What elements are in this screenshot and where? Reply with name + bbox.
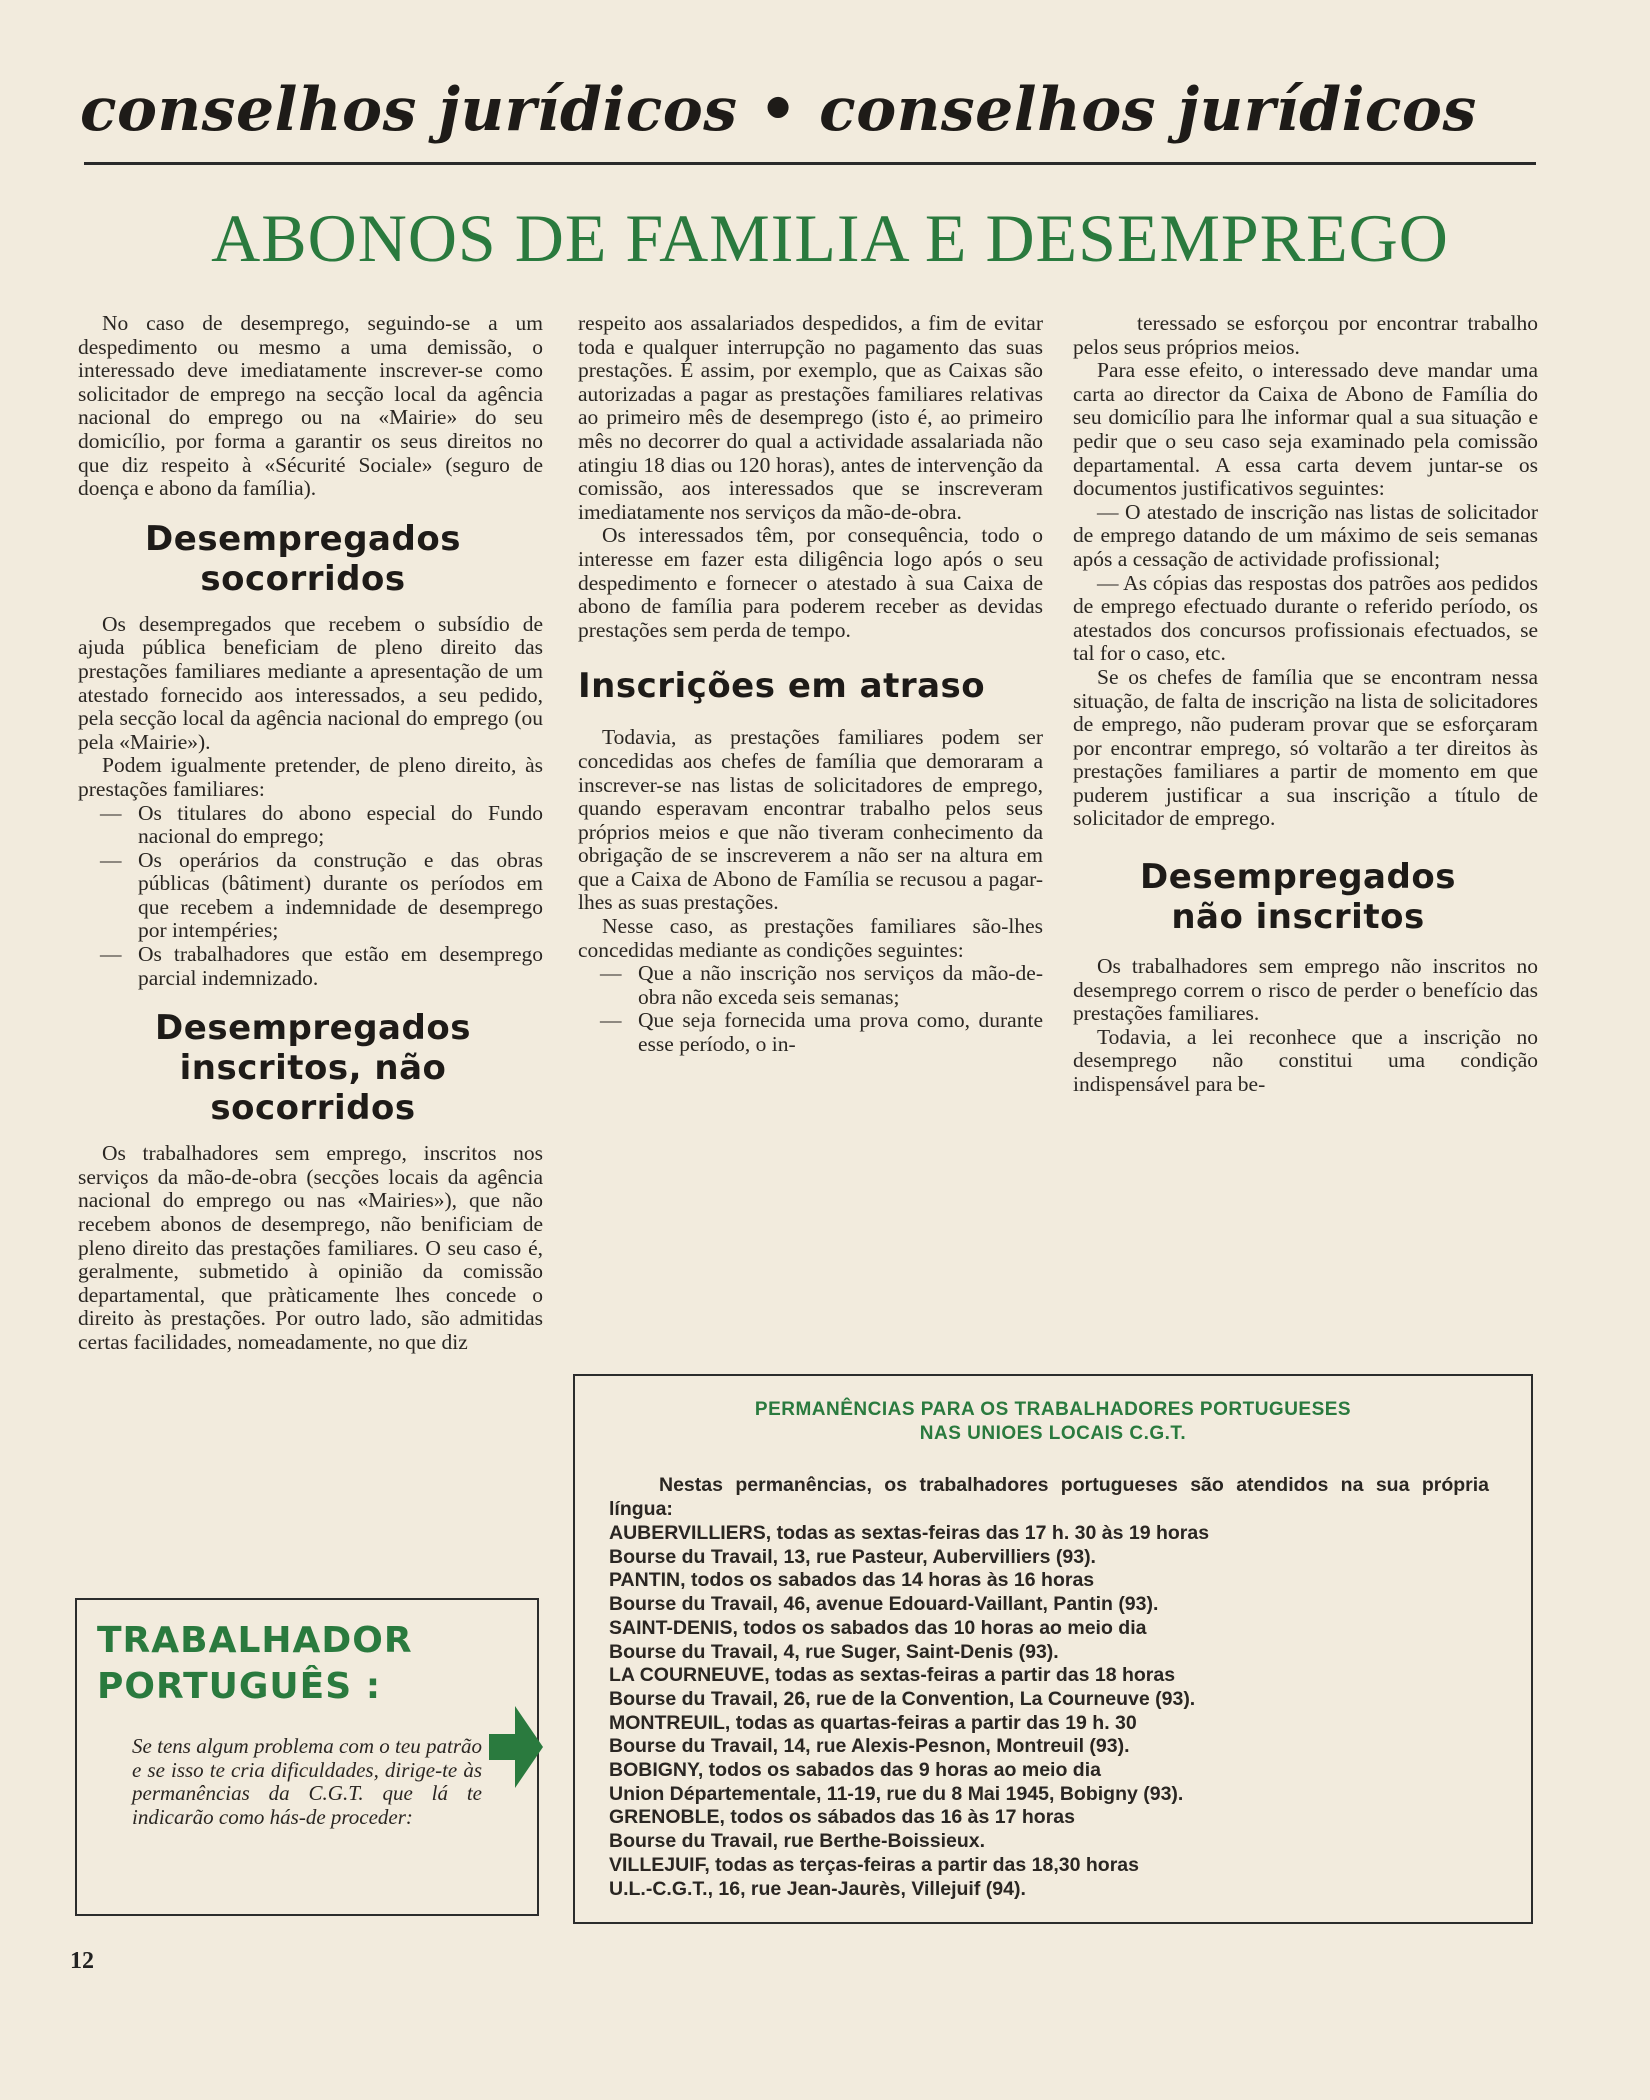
permanencias-title-line: NAS UNIOES LOCAIS C.G.T. [919, 1423, 1187, 1444]
paragraph: Para esse efeito, o interessado deve mandar uma carta ao director da Caixa de Abono de Família do seu domicílio para lhe informar qual a sua situação e pedir que o seu caso seja examinado pela comissão departamental. A essa carta devem juntar-se os documentos justificativos seguintes: [1073, 358, 1538, 501]
conditions-list [578, 962, 1043, 1056]
paragraph: Os interessados têm, por consequência, todo o interesse em fazer esta diligência logo após o seu despedimento e fornecer o atestado à sua Caixa de abono de família para poderem receber as devidas prestações sem perda de tempo. [578, 523, 1043, 642]
article-title: ABONOS DE FAMILIA E DESEMPREGO [211, 200, 1449, 276]
permanencia-line: GRENOBLE, todos os sábados das 16 às 17 horas [609, 1806, 1075, 1829]
entitled-list [78, 802, 543, 991]
column-1 [78, 312, 543, 1355]
permanencia-line: Bourse du Travail, 13, rue Pasteur, Aubervilliers (93). [609, 1545, 1096, 1568]
subheading-nao-inscritos: Desempregados não inscritos [1140, 857, 1456, 938]
permanencia-line: AUBERVILLIERS, todas as sextas-feiras das 17 h. 30 às 19 horas [609, 1522, 1210, 1544]
paragraph: Se os chefes de família que se encontram nessa situação, de falta de inscrição na lista de solicitadores de emprego, não puderam provar que se esforçaram por encontrar emprego, só voltarão a ter direitos às prestações familiares a partir de momento em que puderem justificar a sua inscrição a título de solicitador de emprego. [1073, 664, 1538, 831]
paragraph: Os trabalhadores sem emprego, inscritos nos serviços da mão-de-obra (secções locais da agência nacional do emprego ou nas «Mairies»), que não recebem abonos de desemprego, não benificiam de pleno direito das prestações familiares. O seu caso é, geralmente, submetido à opinião da comissão departamental, que pràticamente lhes concede o direito às prestações. Por outro lado, são admitidas certas facilidades, nomeadamente, no que diz [78, 1141, 543, 1354]
callout-box [75, 1598, 539, 1916]
permanencia-line: SAINT-DENIS, todos os sabados das 10 horas ao meio dia [609, 1616, 1147, 1639]
section-banner: conselhos jurídicos • conselhos jurídicos [80, 75, 1477, 145]
permanencia-line: U.L.-C.G.T., 16, rue Jean-Jaurès, Villejuif (94). [609, 1877, 1026, 1900]
callout-text: Se tens algum problema com o teu patrão e se isso te cria dificuldades, dirige-te às permanências da C.G.T. que lá te indicarão como hás-de proceder: [132, 1734, 482, 1829]
list-item: — Que a não inscrição nos serviços da mão-de-obra não exceda seis semanas; [600, 961, 1043, 1009]
column-3 [1073, 312, 1538, 1097]
paragraph: Os trabalhadores sem emprego não inscritos no desemprego correm o risco de perder o benefício das prestações familiares. [1073, 954, 1538, 1026]
permanencia-line: Bourse du Travail, 4, rue Suger, Saint-Denis (93). [609, 1640, 1059, 1663]
column-2 [578, 312, 1043, 1057]
arrow-right-icon [489, 1700, 543, 1794]
permanencia-line: Bourse du Travail, 14, rue Alexis-Pesnon, Montreuil (93). [609, 1735, 1130, 1758]
callout-title: TRABALHADOR PORTUGUÊS : [97, 1620, 413, 1707]
permanencia-line: VILLEJUIF, todas as terças-feiras a partir das 18,30 horas [609, 1853, 1139, 1876]
permanencia-line: Union Départementale, 11-19, rue du 8 Mai 1945, Bobigny (93). [609, 1782, 1184, 1805]
permanencias-title [575, 1398, 1531, 1446]
list-item: — Que seja fornecida uma prova como, durante esse período, o in- [600, 1008, 1043, 1057]
permanencia-line: Bourse du Travail, rue Berthe-Boissieux. [609, 1830, 986, 1853]
permanencia-line: Bourse du Travail, 46, avenue Edouard-Vaillant, Pantin (93). [609, 1593, 1159, 1616]
paragraph: — O atestado de inscrição nas listas de solicitador de emprego datando de um máximo de seis semanas após a cessação de actividade profissional; [1073, 499, 1538, 571]
subheading-socorridos: Desempregados socorridos [145, 518, 461, 599]
subheading-inscritos: Desempregados inscritos, não socorridos [155, 1008, 471, 1129]
permanencias-box [573, 1374, 1533, 1924]
paragraph: Todavia, a lei reconhece que a inscrição no desemprego não constitui uma condição indispensável para be- [1073, 1024, 1538, 1097]
list-item: — Os trabalhadores que estão em desemprego parcial indemnizado. [100, 942, 543, 990]
paragraph: Nesse caso, as prestações familiares são-lhes concedidas mediante as condições seguintes: [578, 914, 1043, 962]
list-item: — Os titulares do abono especial do Fundo nacional do emprego; [100, 800, 543, 849]
paragraph: respeito aos assalariados despedidos, a fim de evitar toda e qualquer interrupção no pagamento das suas prestações. É assim, por exemplo, que as Caixas são autorizadas a pagar as prestações familiares relativas ao primeiro mês de desemprego (isto é, ao primeiro mês no decorrer do qual a actividade assalariada não atingiu 18 dias ou 120 horas), antes de intervenção da comissão, aos interessados que se inscreveram imediatamente nos serviços da mão-de-obra. [578, 311, 1043, 524]
paragraph: Os desempregados que recebem o subsídio de ajuda pública beneficiam de pleno direito das prestações familiares mediante a apresentação de um atestado fornecido aos interessados, a seu pedido, pela secção local da agência nacional do emprego (ou pela «Mairie»). [78, 611, 543, 754]
paragraph: teressado se esforçou por encontrar trabalho pelos seus próprios meios. [1073, 311, 1538, 359]
permanencia-line: PANTIN, todos os sabados das 14 horas às 16 horas [609, 1569, 1095, 1592]
permanencia-line: LA COURNEUVE, todas as sextas-feiras a partir das 18 horas [609, 1664, 1176, 1687]
page-number: 12 [70, 1948, 94, 1974]
permanencia-line: BOBIGNY, todos os sabados das 9 horas ao meio dia [609, 1759, 1101, 1782]
permanencia-line: Bourse du Travail, 26, rue de la Convention, La Courneuve (93). [609, 1687, 1196, 1710]
paragraph: — As cópias das respostas dos patrões aos pedidos de emprego efectuado durante o referido período, os atestados dos concursos profissionais efectuados, se tal for o caso, etc. [1073, 570, 1538, 666]
arrow-shape [489, 1706, 543, 1788]
paragraph: Podem igualmente pretender, de pleno direito, às prestações familiares: [78, 753, 543, 801]
subheading-atraso: Inscrições em atraso [578, 666, 986, 707]
paragraph: No caso de desemprego, seguindo-se a um despedimento ou mesmo a uma demissão, o interessado deve imediatamente inscrever-se como solicitador de emprego na secção local da agência nacional do emprego ou na «Mairie» do seu domicílio, por forma a garantir os seus direitos no que diz respeito à «Sécurité Sociale» (seguro de doença e abono da família). [78, 311, 543, 501]
list-item: — Os operários da construção e das obras públicas (bâtiment) durante os períodos em que recebem a indemnidade de desemprego por intempéries; [100, 847, 543, 943]
permanencia-line: MONTREUIL, todas as quartas-feiras a partir das 19 h. 30 [609, 1711, 1137, 1734]
banner-rule [84, 162, 1536, 165]
paragraph: Todavia, as prestações familiares podem ser concedidas aos chefes de família que demoraram a inscrever-se nas listas de solicitadores de emprego, quando esperavam encontrar trabalho pelos seus próprios meios e que não tiveram conhecimento da obrigação de se inscreverem a não ser na altura em que a Caixa de Abono de Família se recusou a pagar-lhes as suas prestações. [578, 725, 1043, 915]
permanencias-list [609, 1522, 1489, 1901]
permanencias-title-line: PERMANÊNCIAS PARA OS TRABALHADORES PORTUGUESES [754, 1399, 1352, 1420]
permanencias-intro: Nestas permanências, os trabalhadores portugueses são atendidos na sua própria língua: [609, 1474, 1489, 1520]
